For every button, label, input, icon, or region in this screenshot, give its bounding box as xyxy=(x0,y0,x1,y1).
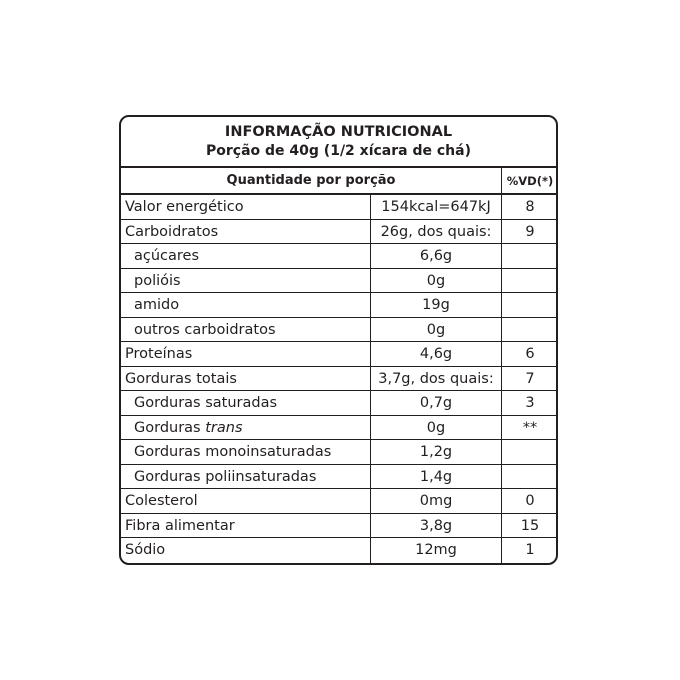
nutrient-name xyxy=(134,246,199,266)
nutrient-name xyxy=(125,540,165,560)
nutrient-name-text: Gorduras monoinsaturadas xyxy=(134,444,332,460)
table-title: INFORMAÇÃO NUTRICIONAL xyxy=(224,124,453,140)
nutrient-amount: 0,7g xyxy=(419,395,453,411)
nutrient-vd: 7 xyxy=(525,370,535,387)
nutrient-name-text: Valor energético xyxy=(125,199,244,215)
table-row xyxy=(121,367,556,392)
table-row xyxy=(121,440,556,465)
table-row xyxy=(121,195,556,220)
nutrient-name-text: outros carboidratos xyxy=(134,321,276,338)
nutrient-name-italic: trans xyxy=(205,419,243,436)
nutrient-amount: 12mg xyxy=(415,542,457,558)
table-row xyxy=(121,342,556,367)
nutrient-vd: 8 xyxy=(525,199,535,215)
table-row xyxy=(121,391,556,416)
nutrient-vd: 15 xyxy=(520,517,540,534)
nutrient-name xyxy=(125,222,218,242)
table-row xyxy=(121,244,556,269)
nutrition-facts-table xyxy=(119,115,558,565)
nutrient-name-text: Colesterol xyxy=(125,493,198,509)
table-row xyxy=(121,538,556,563)
table-row xyxy=(121,514,556,539)
nutrient-name xyxy=(134,467,316,487)
nutrient-amount: 19g xyxy=(422,297,450,313)
nutrient-name-text: Sódio xyxy=(125,542,166,558)
table-row xyxy=(121,489,556,514)
nutrient-amount: 1,2g xyxy=(419,444,453,460)
nutrient-vd: 3 xyxy=(525,395,535,411)
nutrient-name xyxy=(134,393,277,413)
column-header-row xyxy=(121,168,556,195)
nutrient-name-text: açúcares xyxy=(134,248,200,264)
nutrient-amount: 154kcal=647kJ xyxy=(381,199,491,215)
table-row xyxy=(121,465,556,490)
nutrient-amount: 4,6g xyxy=(419,346,453,362)
nutrient-amount: 3,8g xyxy=(419,517,453,534)
nutrient-amount: 0g xyxy=(426,272,446,289)
column-header-vd: %VD(*) xyxy=(506,174,554,188)
serving-size: Porção de 40g (1/2 xícara de chá) xyxy=(206,143,471,159)
nutrient-vd: ** xyxy=(522,419,538,436)
nutrient-name-text: Gorduras poliinsaturadas xyxy=(134,468,317,485)
table-row xyxy=(121,220,556,245)
nutrient-name-text: Proteínas xyxy=(125,346,193,362)
table-row xyxy=(121,293,556,318)
nutrient-name xyxy=(134,295,179,315)
nutrient-vd: 1 xyxy=(525,542,535,558)
nutrient-amount: 1,4g xyxy=(419,468,453,485)
nutrient-name xyxy=(134,320,276,340)
nutrient-name xyxy=(125,491,198,511)
nutrient-name xyxy=(134,442,331,462)
table-row xyxy=(121,416,556,441)
nutrient-name xyxy=(125,344,192,364)
nutrient-name xyxy=(125,369,237,389)
column-header-quantity: Quantidade por porção xyxy=(226,173,396,188)
nutrient-vd: 6 xyxy=(525,346,535,362)
nutrient-name xyxy=(134,271,181,291)
nutrient-name xyxy=(134,418,243,438)
nutrient-vd: 9 xyxy=(525,223,535,240)
nutrient-name-text: Gorduras totais xyxy=(125,370,237,387)
table-row xyxy=(121,318,556,343)
table-header xyxy=(121,117,556,168)
nutrient-name xyxy=(125,197,244,217)
nutrient-amount: 6,6g xyxy=(419,248,453,264)
nutrient-vd: 0 xyxy=(525,493,535,509)
table-row xyxy=(121,269,556,294)
nutrient-name-text: Gorduras saturadas xyxy=(134,395,278,411)
nutrient-amount: 3,7g, dos quais: xyxy=(378,370,494,387)
nutrient-name xyxy=(125,516,235,536)
nutrient-name-text: Fibra alimentar xyxy=(125,517,235,534)
nutrient-amount: 0g xyxy=(426,419,446,436)
nutrient-name-text: Gorduras xyxy=(134,419,206,436)
nutrient-name-text: Carboidratos xyxy=(125,223,219,240)
nutrient-amount: 26g, dos quais: xyxy=(380,223,492,240)
nutrient-amount: 0mg xyxy=(419,493,453,509)
nutrient-name-text: polióis xyxy=(134,272,181,289)
nutrient-name-text: amido xyxy=(134,297,180,313)
nutrient-amount: 0g xyxy=(426,321,446,338)
